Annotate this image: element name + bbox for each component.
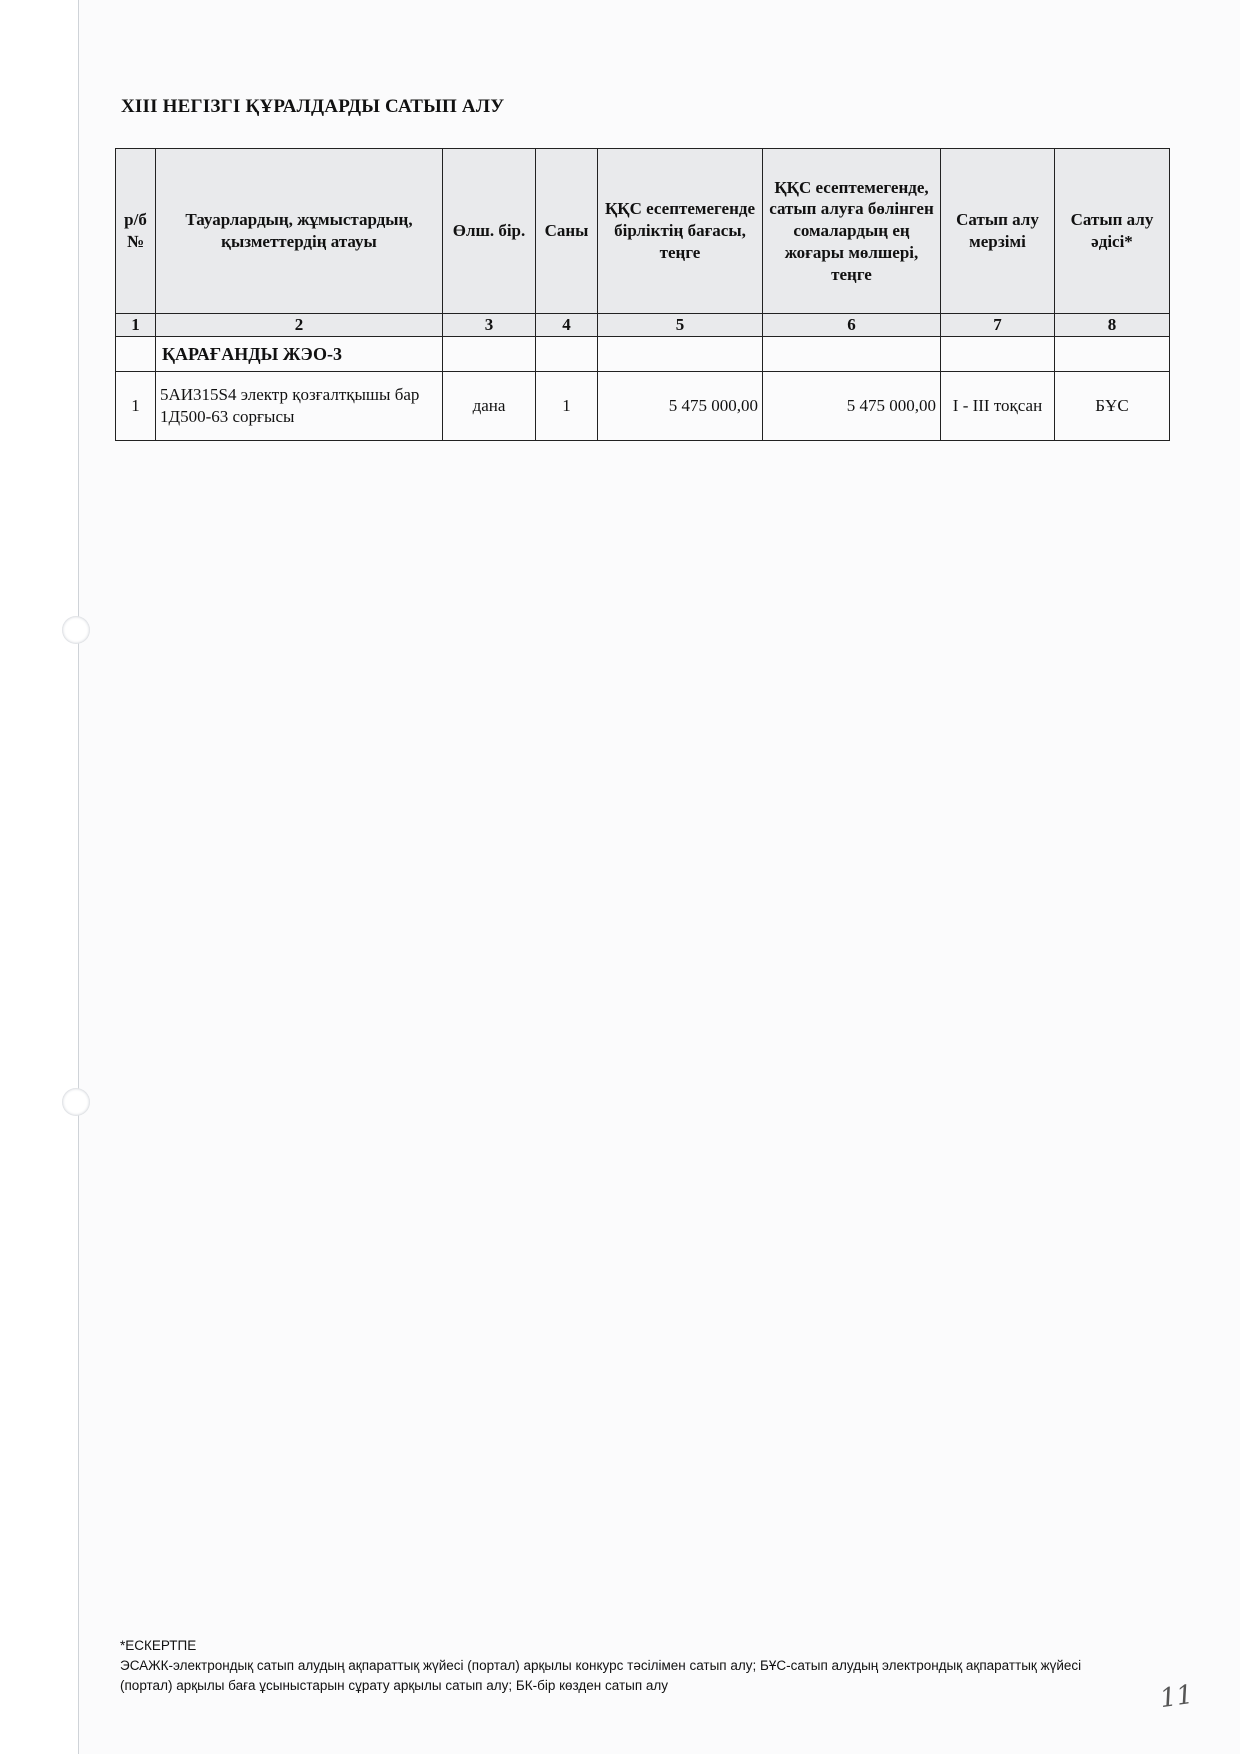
group-cell-empty [536,337,598,372]
table-row [116,372,1170,441]
header-unit: Өлш. бір. [443,149,536,314]
section-title: XIII НЕГІЗГІ ҚҰРАЛДАРДЫ САТЫП АЛУ [121,96,505,117]
row-no: 1 [116,372,156,441]
group-cell-empty [116,337,156,372]
table-header-row [116,149,1170,314]
punch-hole [62,616,90,644]
row-unit-price: 5 475 000,00 [598,372,763,441]
row-qty: 1 [536,372,598,441]
group-cell-empty [1055,337,1170,372]
procurement-table [115,148,1170,441]
header-total: ҚҚС есептемегенде, сатып алуға бөлінген сомалардың ең жоғары мөлшері, теңге [763,149,941,314]
header-qty: Саны [536,149,598,314]
header-no: р/б № [116,149,156,314]
header-method: Сатып алу әдісі* [1055,149,1170,314]
row-period: I - III тоқсан [941,372,1055,441]
column-number: 4 [536,314,598,337]
page-left-margin [0,0,79,1754]
header-unit-price: ҚҚС есептемегенде бірліктің бағасы, теңге [598,149,763,314]
group-row [116,337,1170,372]
header-period: Сатып алу мерзімі [941,149,1055,314]
column-number: 1 [116,314,156,337]
row-unit: дана [443,372,536,441]
group-name: ҚАРАҒАНДЫ ЖЭО-3 [156,337,443,372]
footnote-text: ЭСАЖК-электрондық сатып алудың ақпараттық жүйесі (портал) арқылы конкурс тәсілімен сатып алу; БҰС-сатып алудың электрондық ақпараттық жүйесі (портал) арқылы баға ұсыныстарын сұрату арқылы сатып алу; БК-бір көзден сатып алу [120,1658,1082,1693]
column-number-row [116,314,1170,337]
footnote-heading: *ЕСКЕРТПЕ [120,1638,197,1653]
footnote [120,1636,1120,1696]
header-name: Тауарлардың, жұмыстардың, қызметтердің атауы [156,149,443,314]
column-number: 3 [443,314,536,337]
column-number: 2 [156,314,443,337]
row-name: 5АИ315S4 электр қозғалтқышы бар 1Д500-63 сорғысы [156,372,443,441]
punch-hole [62,1088,90,1116]
group-cell-empty [598,337,763,372]
column-number: 7 [941,314,1055,337]
group-cell-empty [763,337,941,372]
group-cell-empty [443,337,536,372]
column-number: 8 [1055,314,1170,337]
row-total: 5 475 000,00 [763,372,941,441]
column-number: 6 [763,314,941,337]
group-cell-empty [941,337,1055,372]
column-number: 5 [598,314,763,337]
handwritten-page-mark: 11 [1158,1679,1196,1715]
row-method: БҰС [1055,372,1170,441]
